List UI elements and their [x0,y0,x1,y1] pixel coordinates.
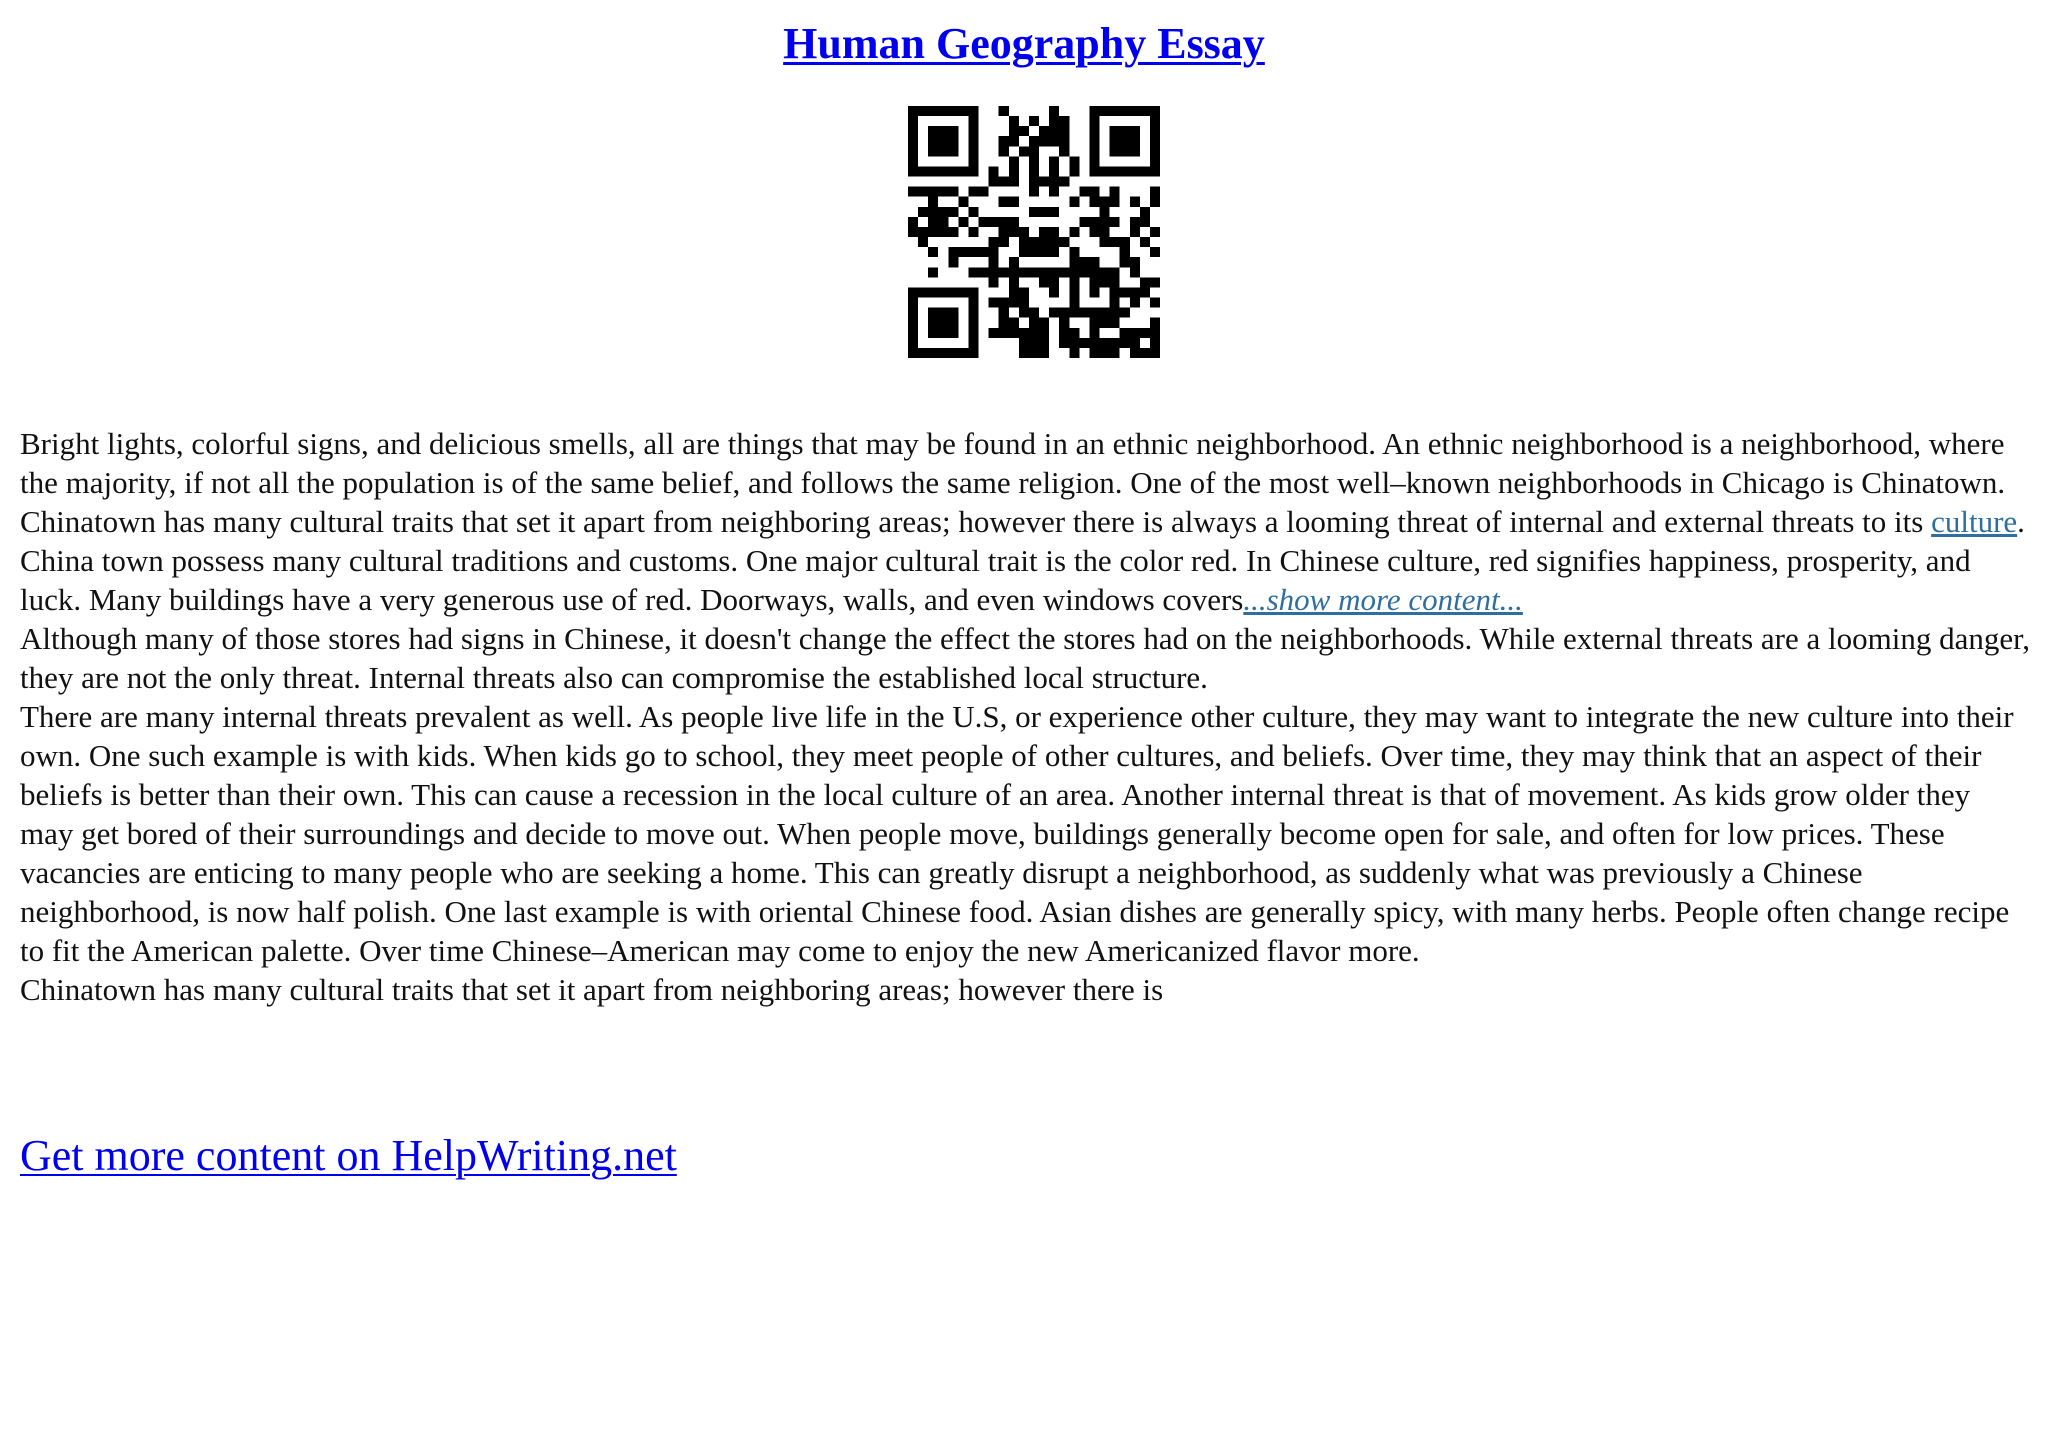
paragraph-4: Chinatown has many cultural traits that set it apart from neighboring areas; however there is [20,972,1164,1007]
more-content-link[interactable]: Get more content on HelpWriting.net [20,1131,677,1180]
qr-code-icon [908,106,1160,358]
title-link[interactable]: Human Geography Essay [783,19,1265,68]
paragraph-1-text-b: . China town possess many cultural traditions and customs. One major cultural trait is the color red. In Chinese culture, red signifies happiness, prosperity, and luck. Many buildings have a very generous use of red. Doorways, walls, and even windows covers [20,504,2025,617]
show-more-link[interactable]: ...show more content... [1243,582,1523,617]
paragraph-2: Although many of those stores had signs in Chinese, it doesn't change the effect the stores had on the neighborhoods. While external threats are a looming danger, they are not the only threat. Internal threats also can compromise the established local structure. [20,621,2030,695]
paragraph-1 [20,424,2030,619]
more-content-section [20,1128,677,1184]
paragraph-3: There are many internal threats prevalent as well. As people live life in the U.S, or experience other culture, they may want to integrate the new culture into their own. One such example is with kids. When kids go to school, they meet people of other cultures, and beliefs. Over time, they may think that an aspect of their beliefs is better than their own. This can cause a recession in the local culture of an area. Another internal threat is that of movement. As kids grow older they may get bored of their surroundings and decide to move out. When people move, buildings generally become open for sale, and often for low prices. These vacancies are enticing to many people who are seeking a home. This can greatly disrupt a neighborhood, as suddenly what was previously a Chinese neighborhood, is now half polish. One last example is with oriental Chinese food. Asian dishes are generally spicy, with many herbs. People often change recipe to fit the American palette. Over time Chinese–American may come to enjoy the new Americanized flavor more. [20,699,2014,968]
essay-body [20,424,2030,1009]
paragraph-1-text-a: Bright lights, colorful signs, and delicious smells, all are things that may be found in an ethnic neighborhood. An ethnic neighborhood is a neighborhood, where the majority, if not all the population is of the same belief, and follows the same religion. One of the most well–known neighborhoods in Chicago is Chinatown. Chinatown has many cultural traits that set it apart from neighboring areas; however there is always a looming threat of internal and external threats to its [20,426,2006,539]
culture-link[interactable]: culture [1931,504,2018,539]
document-title [0,16,2048,72]
